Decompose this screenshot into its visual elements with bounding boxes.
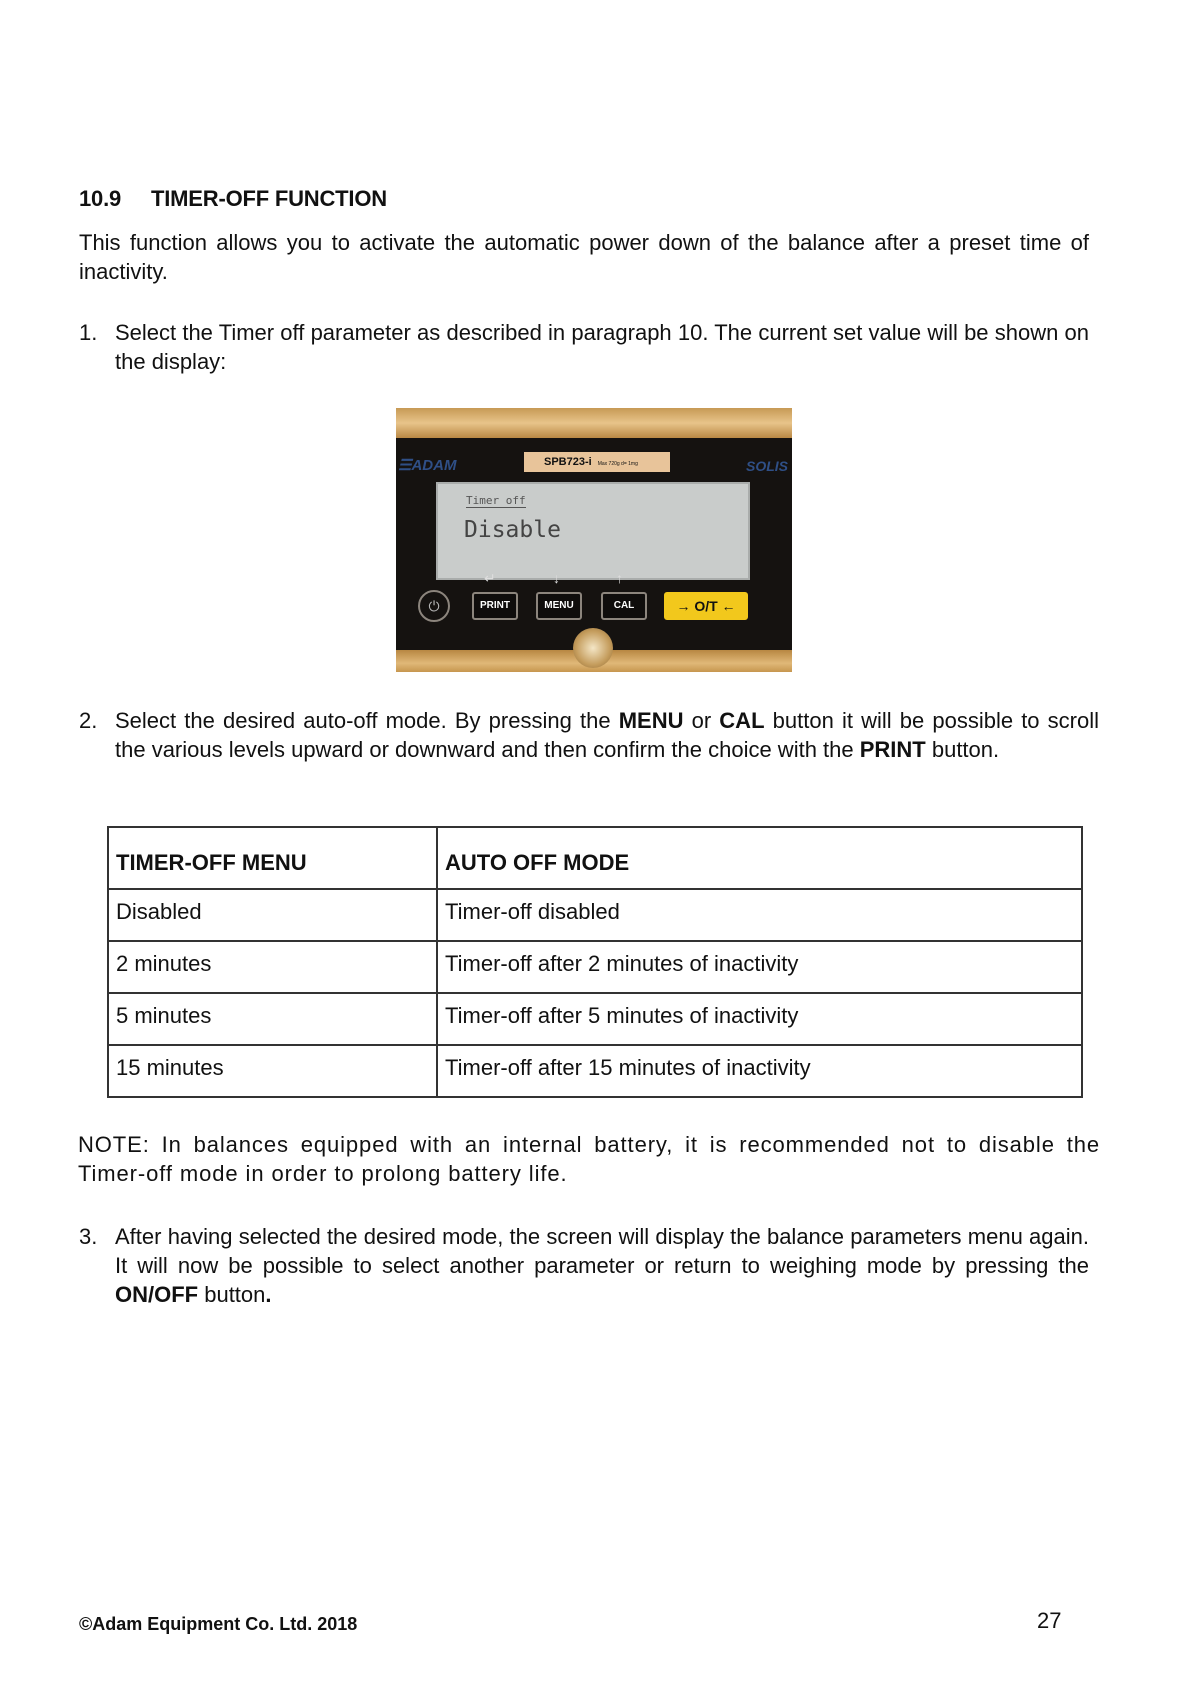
model-label: [524, 452, 670, 472]
step-text: Select the Timer off parameter as described in paragraph 10. The current set value will be shown on the display:: [115, 320, 1089, 374]
section-heading: [79, 186, 387, 212]
step-number: 1.: [79, 320, 98, 345]
footer-copyright: ©Adam Equipment Co. Ltd. 2018: [79, 1614, 358, 1634]
timer-off-table: [107, 826, 1083, 1098]
note-paragraph: NOTE: In balances equipped with an internal battery, it is recommended not to disable the Timer-off mode in order to prolong battery life.: [78, 1132, 1100, 1186]
table-cell: 5 minutes: [108, 993, 437, 1045]
table-row: [108, 1045, 1082, 1097]
table-cell: Disabled: [108, 889, 437, 941]
bezel-top: [396, 408, 792, 438]
table-cell: 15 minutes: [108, 1045, 437, 1097]
table-cell: Timer-off after 5 minutes of inactivity: [437, 993, 1082, 1045]
zero-tare-key: → O/T ←: [664, 592, 748, 620]
step-3: [79, 1222, 1089, 1309]
print-button-ref: PRINT: [859, 737, 926, 762]
model-name: SPB723-i: [544, 456, 592, 468]
lcd-value: Disable: [464, 517, 561, 543]
brand-logo: ☰ADAM: [398, 457, 457, 474]
table-header-row: [108, 827, 1082, 889]
table-header: TIMER-OFF MENU: [108, 827, 437, 889]
balance-display-photo: [396, 408, 792, 672]
down-arrow-icon: ↓: [553, 570, 560, 586]
step-text: After having selected the desired mode, the screen will display the balance parameters menu again. It will now be possible to select another parameter or return to weighing mode by pressing the ON/OFF button.: [115, 1224, 1089, 1307]
section-number: 10.9: [79, 186, 122, 211]
table-cell: 2 minutes: [108, 941, 437, 993]
enter-arrow-icon: ↵: [484, 570, 496, 586]
step-1: [79, 318, 1089, 376]
step-number: 3.: [79, 1224, 98, 1249]
table-cell: Timer-off after 2 minutes of inactivity: [437, 941, 1082, 993]
step-number: 2.: [79, 708, 98, 733]
page-number: 27: [1037, 1608, 1062, 1633]
cal-button-ref: CAL: [719, 708, 765, 733]
table-header: AUTO OFF MODE: [437, 827, 1082, 889]
table-cell: Timer-off after 15 minutes of inactivity: [437, 1045, 1082, 1097]
lcd-parameter-label: Timer off: [466, 494, 526, 507]
step-2: [79, 706, 1099, 764]
series-logo: SOLIS: [745, 458, 788, 474]
table-row: [108, 941, 1082, 993]
onoff-button-ref: ON/OFF: [115, 1282, 199, 1307]
intro-paragraph: This function allows you to activate the automatic power down of the balance after a preset time of inactivity.: [79, 230, 1089, 284]
step-text: Select the desired auto-off mode. By pressing the MENU or CAL button it will be possible to scroll the various levels upward or downward and then confirm the choice with the PRINT button.: [115, 708, 1100, 762]
model-spec: Max 720g d= 1mg: [597, 461, 638, 467]
level-bubble-icon: [573, 628, 613, 668]
table-cell: Timer-off disabled: [437, 889, 1082, 941]
power-icon: ⏻: [418, 590, 450, 622]
menu-button-ref: MENU: [618, 708, 684, 733]
table-row: [108, 889, 1082, 941]
lcd-screen: [436, 482, 750, 580]
menu-key: MENU: [536, 592, 582, 620]
print-key: PRINT: [472, 592, 518, 620]
up-arrow-icon: ↑: [616, 570, 623, 586]
section-title: TIMER-OFF FUNCTION: [151, 186, 387, 211]
table-row: [108, 993, 1082, 1045]
cal-key: CAL: [601, 592, 647, 620]
